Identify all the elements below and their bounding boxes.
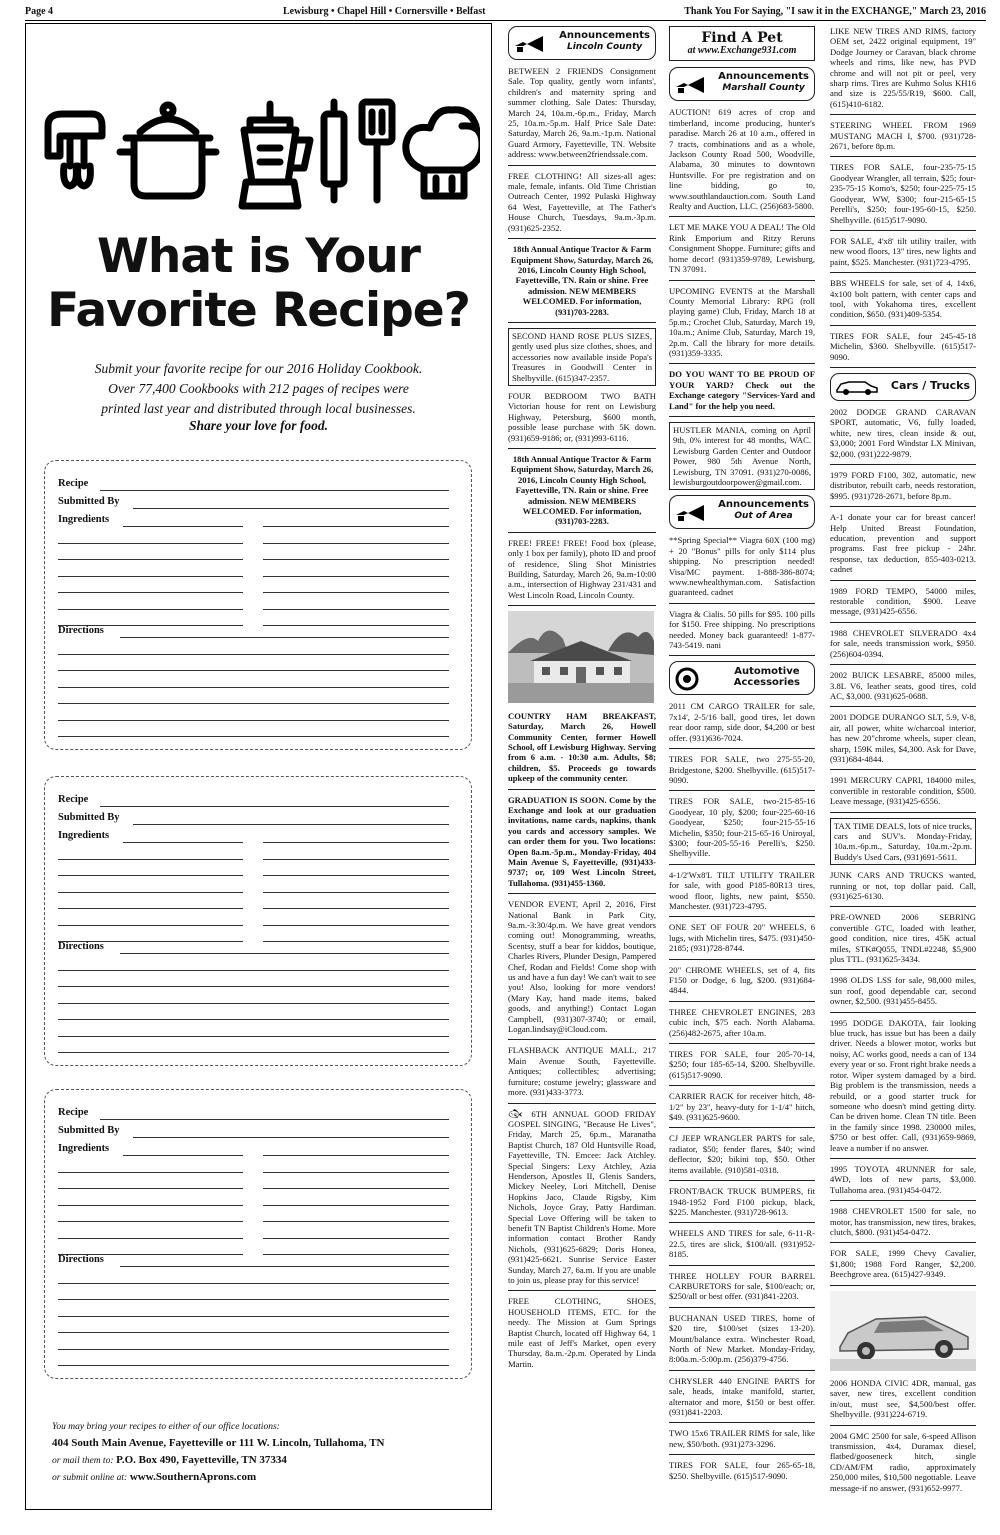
directions-line[interactable] <box>58 654 449 655</box>
ad-sub-line-2: Over 77,400 Cookbooks with 212 pages of recipes were <box>108 381 409 396</box>
page-number: Page 4 <box>25 6 54 17</box>
footer-mail-label: or mail them to: <box>52 1456 114 1466</box>
ad-title <box>26 230 491 338</box>
find-a-pet-title: Find A Pet <box>701 30 783 46</box>
classified-ad: WHEELS AND TIRES for sale, 6-11-R-22.5, tires are slick, $100/all. (931)952-8185. <box>669 1228 815 1265</box>
classified-ad: 1995 TOYOTA 4RUNNER for sale, 4WD, lots of new parts, $3,000. Tullahoma area. (931)454-0472. <box>830 1164 976 1201</box>
footer-website[interactable]: www.SouthernAprons.com <box>129 1471 257 1483</box>
section-title: Announcements <box>718 71 809 83</box>
towns-line: Lewisburg • Chapel Hill • Cornersville • Belfast <box>283 6 486 17</box>
ingredient-line[interactable] <box>58 1221 243 1222</box>
section-title: Announcements <box>559 30 650 41</box>
classified-ad: 2011 CM CARGO TRAILER for sale, 7x14', 2-5/16 ball, good tires, let down rear door ramp, side door, $4,200 or best offer. (931)636-7024. <box>669 701 815 749</box>
section-title: Announcements <box>718 499 809 511</box>
classified-ad: VENDOR EVENT, April 2, 2016, First National Bank in Park City, 9a.m.-3:30/4p.m. We have great vendors coming out! Monogramming, wreaths, Scentsy, stuff a bear for kiddos, boutique, Charles Rivers, Plunder Design, Pampered Chef, Rodan and Fields! Come shop with us and have a fun day! We can't wait to see you! Also, looking for more vendors! (Mary Kay, hand made items, baked goods, and anything!) Contact Logan Campbell, (931)307-3740; or email, Logan.lindsay@iCloud.com. <box>508 899 656 1040</box>
classified-ad: 2002 BUICK LESABRE, 85000 miles, 3.8L V6, leather seats, good tires, cold AC, $3,000. (931)625-0688. <box>830 670 976 707</box>
recipe-form-card <box>44 776 472 1066</box>
classified-ad: 1988 CHEVROLET SILVERADO 4x4 for sale, needs transmission work, $950. (256)604-0394. <box>830 628 976 665</box>
ingredient-line[interactable] <box>58 576 243 577</box>
classified-ad-text: 6TH ANNUAL GOOD FRIDAY GOSPEL SINGING, "Because He Lives", Friday, March 25, 6p.m., Maranatha Baptist Church, 187 Old Huntsville Road, Fayetteville, TN. Emcee: Jack Atchley. Special Singers: Lexy Atchley, Azia Henderson, Apostles II, Glenis Sanders, Mickey Neeley, Lori Mitchell, Denise Hopkins Jaco, Claude Rigsby, Kim Nichols, Joyce Gray, Patty Hardiman. Special Love Offering will be taken to benefit TN Baptist Children's Home. More information contact Brother Randy Nichols, (931)625-6829; Doris Honea, (931)425-6621. Sunrise Service Easter Sunday, March 27, 6a.m. If you are unable to join us, please pray for this service! <box>508 1108 656 1285</box>
classified-ad: 2002 DODGE GRAND CARAVAN SPORT, automatic, V6, fully loaded, white, new tires, clean inside & out, $3,000; 2001 Ford Windstar LX Minivan, $2,000. (931)222-9879. <box>830 407 976 465</box>
directions-label: Directions <box>58 1254 104 1265</box>
ingredient-line[interactable] <box>263 1155 449 1156</box>
ad-sub-line-3: printed last year and distributed through local businesses. <box>101 401 416 416</box>
directions-line[interactable] <box>58 736 449 737</box>
ingredient-line[interactable] <box>263 559 449 560</box>
find-a-pet-box[interactable] <box>669 26 815 61</box>
classified-ad: UPCOMING EVENTS at the Marshall County Memorial Library: RPG (roll playing game) Club, Friday, March 18 at 5p.m.; Crochet Club, Saturday, March 19, 10a.m.; Anime Club, Saturday, March 19, 2p.m. Call the library for more details. (931)359-3335. <box>669 286 815 365</box>
classified-ad: AUCTION! 619 acres of crop and timberland, income producing, hunter's paradise. March 26 at 10 a.m., offered in 7 tracts, combinations and as a whole, Jackson County Road 500, Woodville, Alabama, 30 minutes to downtown Huntsville. For pre registration and on line bidding, go to, www.southlandauction.com. South Land Realty and Auction, LLC. (256)683-5800. <box>669 107 815 217</box>
ingredient-line[interactable] <box>58 892 243 893</box>
recipe-label: Recipe <box>58 794 89 805</box>
submitted-by-label: Submitted By <box>58 1125 120 1136</box>
classified-ad: Viagra & Cialis. 50 pills for $95. 100 pills for $150. Free shipping. No prescriptions needed. Money back guaranteed! 1-877-743-5419. nani <box>669 609 815 657</box>
classified-ad: PRE-OWNED 2006 SEBRING convertible GTC, loaded with leather, good condition, nice tires, 45K actual miles, STK#Q055, TNDL#2248, $5,900 plus TTL. (931)625-3434. <box>830 912 976 970</box>
classified-ad: GRADUATION IS SOON. Come by the Exchange and look at our graduation invitations, name cards, napkins, thank you cards and accessory samples. We can order them for you. Two locations: Open 8a.m.-5p.m., Monday-Friday, 404 Main Avenue S, Fayetteville, (931)433-9737; or, 109 West Lincoln Street, Tullahoma. (931)455-1360. <box>508 795 656 895</box>
recipe-label: Recipe <box>58 478 89 489</box>
directions-line[interactable] <box>58 703 449 704</box>
classified-column-2 <box>669 26 815 1491</box>
ingredient-line[interactable] <box>58 1172 243 1173</box>
section-header-marshall <box>669 67 815 101</box>
classified-ad: FREE CLOTHING! All sizes-all ages: male, female, infants. Old Time Christian Outreach Center, 1992 Pulaski Highway 64 West, Fayetteville, at The Father's House Church, Tuesdays, 9a.m.-3p.m. (931)625-2352. <box>508 171 656 239</box>
ingredient-line[interactable] <box>263 526 449 527</box>
issue-line: Thank You For Saying, "I saw it in the EXCHANGE," March 23, 2016 <box>684 6 986 17</box>
section-header-cars-trucks <box>830 373 976 401</box>
classified-ad: TIRES FOR SALE, four 205-70-14, $250; four 185-65-14, $200. Shelbyville. (615)517-9090. <box>669 1049 815 1086</box>
chef-hat-icon <box>406 110 480 196</box>
classified-ad: TIRES FOR SALE, two 275-55-20, Bridgestone, $200. Shelbyville. (615)517-9090. <box>669 754 815 791</box>
directions-line[interactable] <box>58 1316 449 1317</box>
classified-ad: STEERING WHEEL FROM 1969 MUSTANG MACH I, $700. (931)728-2671, before 8p.m. <box>830 120 976 157</box>
ingredient-line[interactable] <box>263 925 449 926</box>
ichthys-icon: 🐟︎ <box>508 1107 526 1120</box>
classified-ad: THREE CHEVROLET ENGINES, 283 cubic inch, $75 each. North Alabama. (256)482-2675, after 10a.m. <box>669 1007 815 1044</box>
directions-label: Directions <box>58 625 104 636</box>
ad-footer <box>52 1419 385 1486</box>
ingredient-line[interactable] <box>263 1188 449 1189</box>
kitchen-icons-row <box>40 96 480 216</box>
classified-ad: LET ME MAKE YOU A DEAL! The Old Rink Emporium and Ritzy Reruns Consignment Shoppe. Furniture; gifts and home decor! (931)359-9789, Lewisburg, TN 37091. <box>669 222 815 280</box>
directions-label: Directions <box>58 941 104 952</box>
classified-ad: BETWEEN 2 FRIENDS Consignment Sale. Top quality, gently worn infants', children's and maternity spring and summer clothing. Sale Dates: Thursday, March 24, 10a.m.-6p.m., Friday, March 25, 10a.m.-5p.m. Half Price Sale Date: Saturday, March 26, 9a.m.-1p.m. National Guard Armory, Fayetteville, TN. Website address: www.between2friendssale.com. <box>508 66 656 166</box>
recipe-field[interactable] <box>100 806 449 807</box>
classified-ad: 1989 FORD TEMPO, 54000 miles, restorable condition, $900. Leave message, (931)425-6556. <box>830 586 976 623</box>
ad-title-line-2: Favorite Recipe? <box>47 283 470 338</box>
header-rule <box>25 20 986 21</box>
ingredient-line[interactable] <box>263 609 449 610</box>
ingredient-line[interactable] <box>58 875 243 876</box>
classified-ad: 2001 DODGE DURANGO SLT, 5.9, V-8, air, all power, white w/charcoal interior, has new 20"chrome wheels, super clean, sharp, 159K miles, $4,300. Ask for Dave, (931)684-4844. <box>830 712 976 770</box>
classified-ad <box>508 1109 656 1292</box>
directions-line[interactable] <box>120 1266 449 1267</box>
classified-ad: 2004 GMC 2500 for sale, 6-speed Allison transmission, 4x4, Duramax diesel, flatbed/gooseneck hitch, single CD/AM/FM radio, approximately 250,000 miles, $10,500 negotiable. Leave message-if no answer, (931)652-9977. <box>830 1430 976 1493</box>
section-header-lincoln <box>508 26 656 60</box>
ingredient-line[interactable] <box>263 1238 449 1239</box>
share-tagline: Share your love for food. <box>188 418 329 433</box>
classified-ad: FOUR BEDROOM TWO BATH Victorian house for rent on Lewisburg Highway, Petersburg, $600 month, possible lease purchase with 5K down. (931)659-9186; or, (931)993-6116. <box>508 391 656 449</box>
classified-ad: TIRES FOR SALE, four-235-75-15 Goodyear Wrangler, all terrain, $25; four-235-75-15 Komo's, $250; four-225-75-15 Goodyear, WW, $300; four-215-65-15 Perelli's, $250; four-195-60-15, $250. Shelbyville. (615)517-9090. <box>830 162 976 230</box>
classified-ad: FOR SALE, 4'x8' tilt utility trailer, with new wood floors, 13" tires, new lights and paint, $525. Manchester. (931)723-4795. <box>830 236 976 273</box>
ingredients-label: Ingredients <box>58 830 110 841</box>
classified-ad: FOR SALE, 1999 Chevy Cavalier, $1,800; 1988 Ford Ranger, $2,200. Beechgrove area. (615)427-9349. <box>830 1248 976 1285</box>
classified-ad: CJ JEEP WRANGLER PARTS for sale, radiator, $50; fender flares, $40; wind deflector, $20; bikini top, $50. Other items available. (910)581-0318. <box>669 1133 815 1181</box>
directions-line[interactable] <box>58 1036 449 1037</box>
classified-ad: ONE SET OF FOUR 20" WHEELS, 6 lugs, with Michelin tires, $475. (931)450-2185; (931)728-8744. <box>669 922 815 959</box>
community-center-photo <box>508 611 654 703</box>
car-icon <box>835 378 879 396</box>
ingredient-line[interactable] <box>263 908 449 909</box>
directions-line[interactable] <box>58 720 449 721</box>
ingredient-line[interactable] <box>58 1238 243 1239</box>
recipe-label: Recipe <box>58 1107 89 1118</box>
ingredient-line[interactable] <box>263 1205 449 1206</box>
ingredient-line[interactable] <box>58 543 243 544</box>
directions-line[interactable] <box>58 670 449 671</box>
ingredient-line[interactable] <box>263 875 449 876</box>
submitted-by-field[interactable] <box>133 1137 449 1138</box>
directions-line[interactable] <box>120 953 449 954</box>
section-subtitle: Accessories <box>733 677 800 689</box>
classified-ad-boxed: HUSTLER MANIA, coming on April 9th, 0% interest for 48 months, WAC. Lewisburg Garden Center and Outdoor Power, 980 5th Avenue North, Lewisburg, TN 37091. (931)270-0086, lewisburgoutdoorpower@gmail.com. <box>669 422 815 490</box>
ingredients-label: Ingredients <box>58 1143 110 1154</box>
classified-ad: 1979 FORD F100, 302, automatic, new distributor, rebuilt carb, needs restoration, $995. (931)728-2671, before 8p.m. <box>830 470 976 507</box>
section-subtitle: Lincoln County <box>566 42 643 52</box>
ad-sub-line-1: Submit your favorite recipe for our 2016 Holiday Cookbook. <box>94 361 423 376</box>
classified-ad-boxed: SECOND HAND ROSE PLUS SIZES, gently used plus size clothes, shoes, and accessories now available inside Popa's Treasures in Goodwill Center in Shelbyville. (615)347-2357. <box>508 328 656 386</box>
recipe-field[interactable] <box>100 1119 449 1120</box>
directions-line[interactable] <box>58 970 449 971</box>
ingredient-line[interactable] <box>263 941 449 942</box>
recipe-field[interactable] <box>100 490 449 491</box>
footer-mail-address: P.O. Box 490, Fayetteville, TN 37334 <box>116 1454 287 1466</box>
classified-ad: BBS WHEELS for sale, set of 4, 14x6, 4x100 bolt pattern, with center caps and tool, with Yokahoma tires, excellent condition, $650. (931)409-5354. <box>830 278 976 326</box>
classified-ad: 2006 HONDA CIVIC 4DR, manual, gas saver, new tires, excellent condition in/out, must see, $4,500/best offer. Shelbyville. (931)224-6719. <box>830 1378 976 1426</box>
directions-line[interactable] <box>58 1349 449 1350</box>
ingredient-line[interactable] <box>263 859 449 860</box>
tire-icon <box>674 667 700 691</box>
submitted-by-field[interactable] <box>133 824 449 825</box>
section-header-automotive <box>669 661 815 695</box>
classified-ad: TWO 15x6 TRAILER RIMS for sale, like new, $50/both. (931)273-3296. <box>669 1428 815 1455</box>
classified-column-3 <box>830 26 976 1503</box>
classified-ad: **Spring Special** Viagra 60X (100 mg) + 20 "Bonus" pills for only $114 plus shipping. No prescription needed! Visa/MC payment. 1-888-386-8074; www.newhealthyman.com. Satisfaction guaranteed. cadnet <box>669 535 815 603</box>
directions-line[interactable] <box>120 637 449 638</box>
directions-line[interactable] <box>58 1365 449 1366</box>
classified-ad: JUNK CARS AND TRUCKS wanted, running or not, top dollar paid. Call, (931)625-6130. <box>830 870 976 907</box>
ingredient-line[interactable] <box>58 908 243 909</box>
directions-line[interactable] <box>58 1052 449 1053</box>
classified-ad: CARRIER RACK for receiver hitch, 48-1/2" by 23", heavy-duty for 1-1/4" hitch, $49. (931)625-9600. <box>669 1091 815 1128</box>
hand-mixer-icon <box>48 114 102 186</box>
pot-icon <box>120 105 216 196</box>
ingredient-line[interactable] <box>123 1155 243 1156</box>
find-a-pet-url[interactable]: at www.Exchange931.com <box>687 45 797 56</box>
ingredient-line[interactable] <box>58 1188 243 1189</box>
directions-line[interactable] <box>58 687 449 688</box>
ingredient-line[interactable] <box>58 592 243 593</box>
section-title: Cars / Trucks <box>890 378 970 392</box>
ingredient-line[interactable] <box>263 1254 449 1255</box>
ingredient-line[interactable] <box>263 625 449 626</box>
rolling-pin-icon <box>324 102 344 200</box>
ingredient-line[interactable] <box>58 559 243 560</box>
footer-intro: You may bring your recipes to either of our office locations: <box>52 1422 280 1432</box>
directions-line[interactable] <box>58 1283 449 1284</box>
page-header <box>25 6 986 20</box>
ad-subtitle <box>26 359 491 419</box>
ingredient-line[interactable] <box>123 842 243 843</box>
ingredient-line[interactable] <box>58 925 243 926</box>
spatula-icon <box>362 102 392 200</box>
classified-column-1 <box>508 26 656 1379</box>
classified-ad: FLASHBACK ANTIQUE MALL, 217 Main Avenue South, Fayetteville. Antiques; collectibles; advertising; furniture; costume jewelry; glassware and more. (931)433-3773. <box>508 1045 656 1103</box>
ingredient-line[interactable] <box>58 859 243 860</box>
ingredient-line[interactable] <box>263 576 449 577</box>
classified-ad: CHRYSLER 440 ENGINE PARTS for sale, heads, intake manifold, starter, alternator and more, $150 or best offer. (931)841-2203. <box>669 1376 815 1424</box>
recipe-form-card <box>44 460 472 750</box>
classified-ad: FRONT/BACK TRUCK BUMPERS, fit 1948-1952 Ford F100 pickup, black, $225. Manchester. (931)728-9613. <box>669 1186 815 1223</box>
directions-line[interactable] <box>58 1003 449 1004</box>
megaphone-icon <box>674 73 712 95</box>
classified-ad: TIRES FOR SALE, two-215-85-16 Goodyear, 10 ply, $200; four-225-60-16 Goodyear, $250; four-215-55-16 Michelin, $350; four-215-65-16 Uniroyal, $300; four-205-55-16 Perelli's, $250. Shelbyville. <box>669 796 815 864</box>
ingredients-label: Ingredients <box>58 514 110 525</box>
classified-ad: 1998 OLDS LSS for sale, 98,000 miles, sun roof, good dependable car, second owner, $2,500. (931)455-8455. <box>830 975 976 1012</box>
classified-ad: COUNTRY HAM BREAKFAST, Saturday, March 26, Howell Community Center, former Howell School, off Lewisburg Highway. Serving from 6 a.m. - 10:30 a.m. Adults, $8; children, $5. Proceeds go towards upkeep of the community center. <box>508 711 656 790</box>
directions-line[interactable] <box>58 986 449 987</box>
classified-ad: 4-1/2'Wx8'L TILT UTILITY TRAILER for sale, with good P185-80R13 tires, wood floor, lights, new paint, $550. Manchester. (931)723-4795. <box>669 870 815 918</box>
ingredient-line[interactable] <box>263 543 449 544</box>
ingredient-line[interactable] <box>263 1221 449 1222</box>
submitted-by-label: Submitted By <box>58 496 120 507</box>
classified-ad: A-1 donate your car for breast cancer! Help United Breast Foundation, education, prevention and support programs. Fast free pickup - 24hr. response, tax deduction, 855-403-0213. cadnet <box>830 512 976 580</box>
classified-ad: 18th Annual Antique Tractor & Farm Equipment Show, Saturday, March 26, 2016, Lincoln County High School, Fayetteville, TN. Rain or shine. Free admission. NEW MEMBERS WELCOMED. For information, (931)703-2283. <box>508 454 656 533</box>
ingredient-line[interactable] <box>58 1205 243 1206</box>
directions-line[interactable] <box>58 1299 449 1300</box>
ingredient-line[interactable] <box>263 892 449 893</box>
classified-ad: LIKE NEW TIRES AND RIMS, factory OEM set, 2422 original equipment, 19" Dodge Journey or Caravan, black chrome wheels and rims, like new, has PVD chrome and will not pit or peel, very sharp rims. Tires are Kuhmo Solus KH16 and size is 225/55/R19, $600. Call, (615)410-6182. <box>830 26 976 115</box>
section-subtitle: Out of Area <box>734 511 793 522</box>
section-title: Automotive <box>734 666 800 678</box>
honda-civic-photo <box>830 1291 976 1371</box>
classified-ad: 18th Annual Antique Tractor & Farm Equipment Show, Saturday, March 26, 2016, Lincoln County High School, Fayetteville, TN. Rain or shine. Free admission. NEW MEMBERS WELCOMED. For information, (931)703-2283. <box>508 244 656 323</box>
section-subtitle: Marshall County <box>722 83 805 94</box>
recipe-form-card <box>44 1089 472 1379</box>
ingredient-line[interactable] <box>58 609 243 610</box>
submitted-by-label: Submitted By <box>58 812 120 823</box>
classified-ad-boxed: TAX TIME DEALS, lots of nice trucks, cars and SUV's. Monday-Friday, 10a.m.-6p.m., Saturday, 10a.m.-2p.m. Buddy's Used Cars, (931)691-5611. <box>830 818 976 866</box>
ingredient-line[interactable] <box>123 526 243 527</box>
ingredient-line[interactable] <box>263 592 449 593</box>
classified-ad: 20" CHROME WHEELS, set of 4, fits F150 or Dodge, 6 lug, $200. (931)684-4844. <box>669 965 815 1002</box>
recipe-ad <box>25 23 492 1510</box>
classified-ad: BUCHANAN USED TIRES, home of $20 tire, $100/set (sizes 13-20). Mount/balance extra. Winchester Road, North of New Market. Monday-Friday, 8:00a.m.-5:00p.m. (256)379-4756. <box>669 1313 815 1371</box>
classified-ad: TIRES FOR SALE, four 265-65-18, $250. Shelbyville. (615)517-9090. <box>669 1460 815 1481</box>
footer-online-label: or submit online at: <box>52 1473 128 1483</box>
ingredient-line[interactable] <box>263 842 449 843</box>
ad-title-line-1: What is Your <box>97 229 420 284</box>
blender-icon <box>242 104 310 206</box>
submitted-by-field[interactable] <box>133 508 449 509</box>
megaphone-icon <box>674 501 712 523</box>
classified-ad: DO YOU WANT TO BE PROUD OF YOUR YARD? Check out the Exchange category "Services-Yard and Land" for the help you need. <box>669 369 815 417</box>
directions-line[interactable] <box>58 1332 449 1333</box>
classified-ad: 1995 DODGE DAKOTA, fair looking blue truck, has issue but has been a daily driver. Needs a blower motor, works but noisy, AC works good, needs a can of 134 every year or so. Front right brake needs a rotor. Wiper system damaged by a bird. Big problem is the transmission, needs a rebuild, or a good starter truck for someone who doesn't mind getting dirty. Can be driven home. Clean TN title. Been in the family since 1998. 230000 miles, $750 or best offer. Call, (931)659-9869, leave a number if no answer. <box>830 1018 976 1159</box>
footer-locations: 404 South Main Avenue, Fayetteville or 111 W. Lincoln, Tullahoma, TN <box>52 1437 385 1449</box>
classified-ad: 1988 CHEVROLET 1500 for sale, no motor, has transmission, new tires, brakes, clutch, $800. (931)454-0472. <box>830 1206 976 1243</box>
classified-ad: THREE HOLLEY FOUR BARREL CARBURETORS for sale, $100/each; or, $250/all or best offer. (931)841-2203. <box>669 1271 815 1308</box>
ingredient-line[interactable] <box>263 1172 449 1173</box>
directions-line[interactable] <box>58 1019 449 1020</box>
megaphone-icon <box>513 32 551 54</box>
classified-ad: FREE! FREE! FREE! Food box (please, only 1 box per family), photo ID and proof of residence, Sling Shot Ministries Building, Saturday, March 26, 9a.m-10:00 a.m., intersection of Highway 231/431 and West Lincoln Road, Lincoln County. <box>508 538 656 606</box>
section-header-out-of-area <box>669 495 815 529</box>
classified-ad: FREE CLOTHING, SHOES, HOUSEHOLD ITEMS, ETC. for the needy. The Mission at Gum Springs Baptist Church, located off Highway 64, 1 mile east of Jeff's Market, open every Thursday, 8a.m.-2p.m. Operated by Linda Martin. <box>508 1296 656 1369</box>
classified-ad: 1991 MERCURY CAPRI, 184000 miles, convertible in restorable condition, $500. Leave message, (931)425-6556. <box>830 775 976 812</box>
classified-ad: TIRES FOR SALE, four 245-45-18 Michelin, $360. Shelbyville. (615)517-9090. <box>830 331 976 368</box>
